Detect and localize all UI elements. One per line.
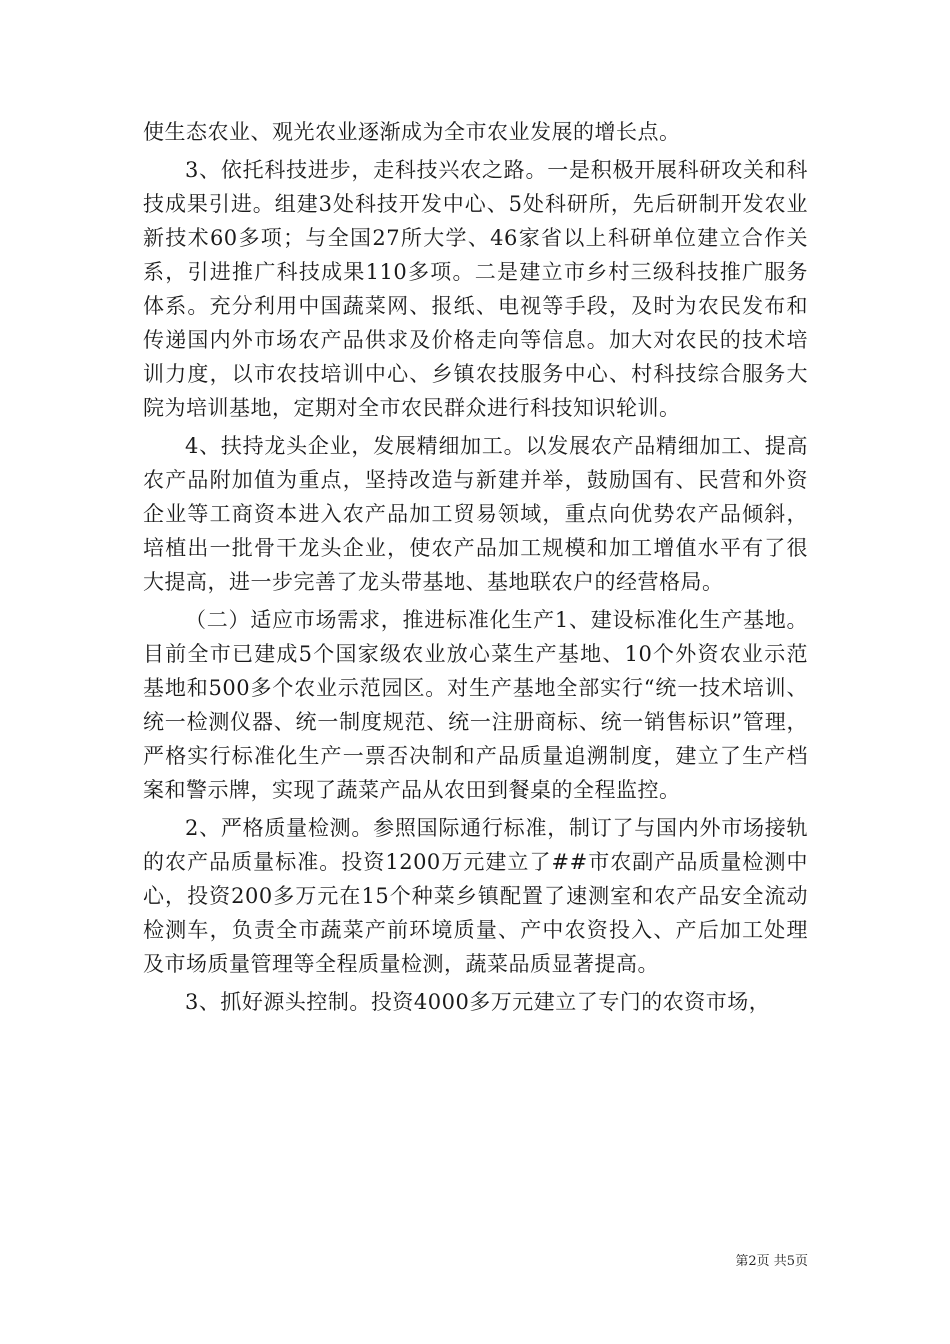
- paragraph-quality-inspection: 2、严格质量检测。参照国际通行标准，制订了与国内外市场接轨的农产品质量标准。投资1200万元建立了##市农副产品质量检测中心，投资200多万元在15个种菜乡镇配置了速测室和农产品安全流动检测车，负责全市蔬菜产前环境质量、产中农资投入、产后加工处理及市场质量管理等全程质量检测，蔬菜品质显著提高。: [143, 816, 808, 976]
- paragraph-continuation: 使生态农业、观光农业逐渐成为全市农业发展的增长点。: [143, 120, 681, 144]
- paragraph-tech-progress: 3、依托科技进步，走科技兴农之路。一是积极开展科研攻关和科技成果引进。组建3处科技开发中心、5处科研所，先后研制开发农业新技术60多项；与全国27所大学、46家省以上科研单位建立合作关系，引进推广科技成果110多项。二是建立市乡村三级科技推广服务体系。充分利用中国蔬菜网、报纸、电视等手段，及时为农民发布和传递国内外市场农产品供求及价格走向等信息。加大对农民的技术培训力度，以市农技培训中心、乡镇农技服务中心、村科技综合服务大院为培训基地，定期对全市农民群众进行科技知识轮训。: [143, 158, 808, 420]
- paragraph-leading-enterprises: 4、扶持龙头企业，发展精细加工。以发展农产品精细加工、提高农产品附加值为重点，坚持改造与新建并举，鼓励国有、民营和外资企业等工商资本进入农产品加工贸易领域，重点向优势农产品倾斜，培植出一批骨干龙头企业，使农产品加工规模和加工增值水平有了很大提高，进一步完善了龙头带基地、基地联农户的经营格局。: [143, 434, 808, 594]
- page-number-footer: 第2页 共5页: [735, 1254, 808, 1269]
- paragraph-source-control: 3、抓好源头控制。投资4000多万元建立了专门的农资市场，: [185, 990, 771, 1014]
- body-text: [143, 115, 808, 1023]
- paragraph-standardized-production: （二）适应市场需求，推进标准化生产1、建设标准化生产基地。目前全市已建成5个国家级农业放心菜生产基地、10个外资农业示范基地和500多个农业示范园区。对生产基地全部实行“统一技术培训、统一检测仪器、统一制度规范、统一注册商标、统一销售标识”管理，严格实行标准化生产一票否决制和产品质量追溯制度，建立了生产档案和警示牌，实现了蔬菜产品从农田到餐桌的全程监控。: [143, 608, 808, 802]
